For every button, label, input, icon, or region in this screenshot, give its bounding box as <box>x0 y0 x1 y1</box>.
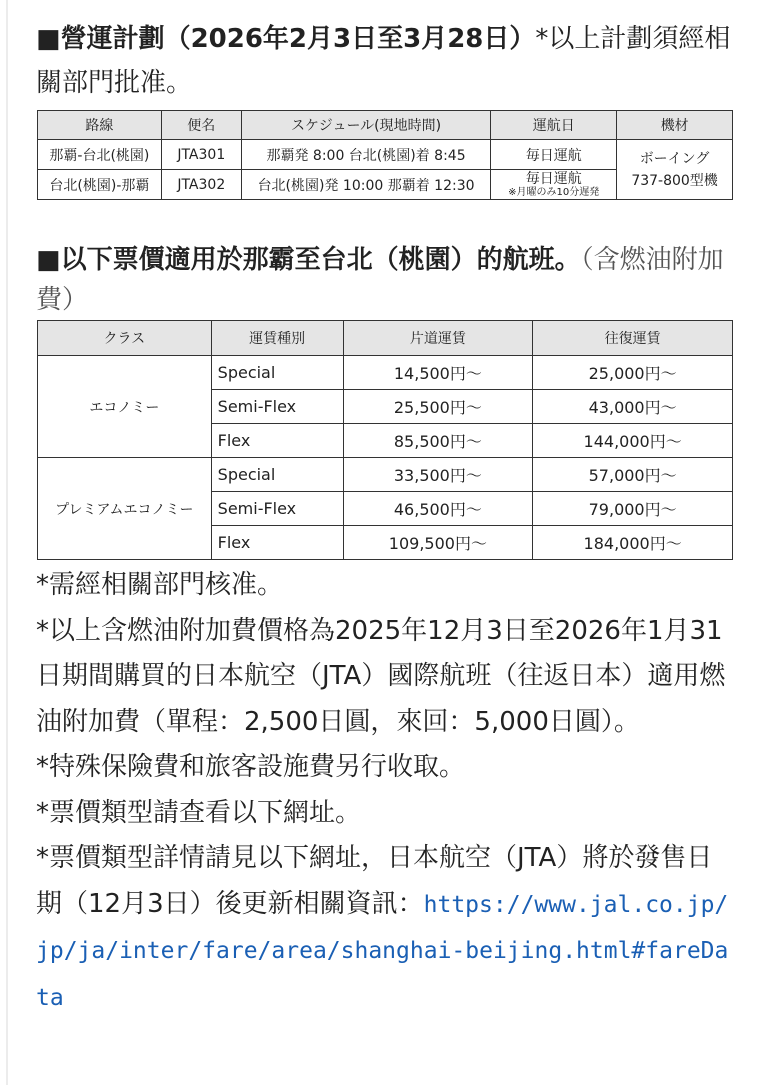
fare-type-cell: Semi-Flex <box>211 390 343 424</box>
fare-heading-block <box>36 240 736 320</box>
fare-heading: ■以下票價適用於那霸至台北（桃園）的航班。 <box>36 245 581 275</box>
roundtrip-price-cell: 79,000円～ <box>533 492 733 526</box>
route-cell: 那覇-台北(桃園) <box>38 140 162 170</box>
schedule-approval-note: *以上計劃須經相關部門批准。 <box>36 24 731 98</box>
oneway-price-cell: 14,500円～ <box>343 356 533 390</box>
fare-data-link[interactable]: https://www.jal.co.jp/jp/ja/inter/fare/area/shanghai-beijing.html#fareData <box>36 891 729 1011</box>
col-route: 路線 <box>38 111 162 140</box>
col-flight: 便名 <box>161 111 241 140</box>
col-roundtrip: 往復運賃 <box>533 321 733 356</box>
class-cell-economy: エコノミー <box>38 356 212 458</box>
schedule-cell: 那覇発 8:00 台北(桃園)着 8:45 <box>241 140 491 170</box>
days-text: 毎日運航 <box>525 170 582 187</box>
flight-cell: JTA302 <box>161 170 241 200</box>
schedule-table <box>37 110 733 200</box>
oneway-price-cell: 85,500円～ <box>343 424 533 458</box>
oneway-price-cell: 109,500円～ <box>343 526 533 560</box>
aircraft-model: 737-800型機 <box>631 172 718 189</box>
note-fare-types: *票價類型請查看以下網址。 <box>36 797 362 828</box>
col-fare-type: 運賃種別 <box>211 321 343 356</box>
schedule-heading-block <box>36 17 736 105</box>
left-edge-divider <box>6 0 8 1085</box>
table-row <box>38 356 733 390</box>
roundtrip-price-cell: 43,000円～ <box>533 390 733 424</box>
roundtrip-price-cell: 144,000円～ <box>533 424 733 458</box>
flight-cell: JTA301 <box>161 140 241 170</box>
fare-type-cell: Semi-Flex <box>211 492 343 526</box>
col-operating-days: 運航日 <box>491 111 617 140</box>
days-cell: 毎日運航 <box>491 140 617 170</box>
aircraft-maker: ボーイング <box>639 150 710 167</box>
aircraft-cell <box>617 140 733 200</box>
col-aircraft: 機材 <box>617 111 733 140</box>
note-fuel-surcharge: *以上含燃油附加費價格為2025年12月3日至2026年1月31日期間購買的日本航空（JTA）國際航班（往返日本）適用燃油附加費（單程：2,500日圓，來回：5,000日圓）。 <box>36 615 726 737</box>
note-fare-details-text: *票價類型詳情請見以下網址，日本航空（JTA）將於發售日期（12月3日）後更新相關資訊： <box>36 843 713 919</box>
table-row <box>38 458 733 492</box>
fare-table <box>37 320 733 560</box>
fare-surcharge-note: （含燃油附加費） <box>36 245 724 315</box>
roundtrip-price-cell: 57,000円～ <box>533 458 733 492</box>
col-schedule: スケジュール(現地時間) <box>241 111 491 140</box>
days-cell <box>491 170 617 200</box>
fare-type-cell: Special <box>211 356 343 390</box>
fare-type-cell: Flex <box>211 526 343 560</box>
schedule-cell: 台北(桃園)発 10:00 那覇着 12:30 <box>241 170 491 200</box>
oneway-price-cell: 46,500円～ <box>343 492 533 526</box>
fare-header-row <box>38 321 733 356</box>
fare-type-cell: Special <box>211 458 343 492</box>
oneway-price-cell: 33,500円～ <box>343 458 533 492</box>
notes-block <box>36 563 736 1021</box>
schedule-header-row <box>38 111 733 140</box>
schedule-heading: ■營運計劃（2026年2月3日至3月28日） <box>36 24 536 54</box>
col-oneway: 片道運賃 <box>343 321 533 356</box>
note-insurance-fees: *特殊保險費和旅客設施費另行收取。 <box>36 752 466 782</box>
roundtrip-price-cell: 184,000円～ <box>533 526 733 560</box>
note-fare-details <box>36 836 736 1021</box>
oneway-price-cell: 25,500円～ <box>343 390 533 424</box>
table-row <box>38 140 733 170</box>
days-footnote: ※月曜のみ10分遅発 <box>508 186 600 198</box>
fare-type-cell: Flex <box>211 424 343 458</box>
col-class: クラス <box>38 321 212 356</box>
route-cell: 台北(桃園)-那覇 <box>38 170 162 200</box>
roundtrip-price-cell: 25,000円～ <box>533 356 733 390</box>
class-cell-premium-economy: プレミアムエコノミー <box>38 458 212 560</box>
note-approval: *需經相關部門核准。 <box>36 570 284 600</box>
